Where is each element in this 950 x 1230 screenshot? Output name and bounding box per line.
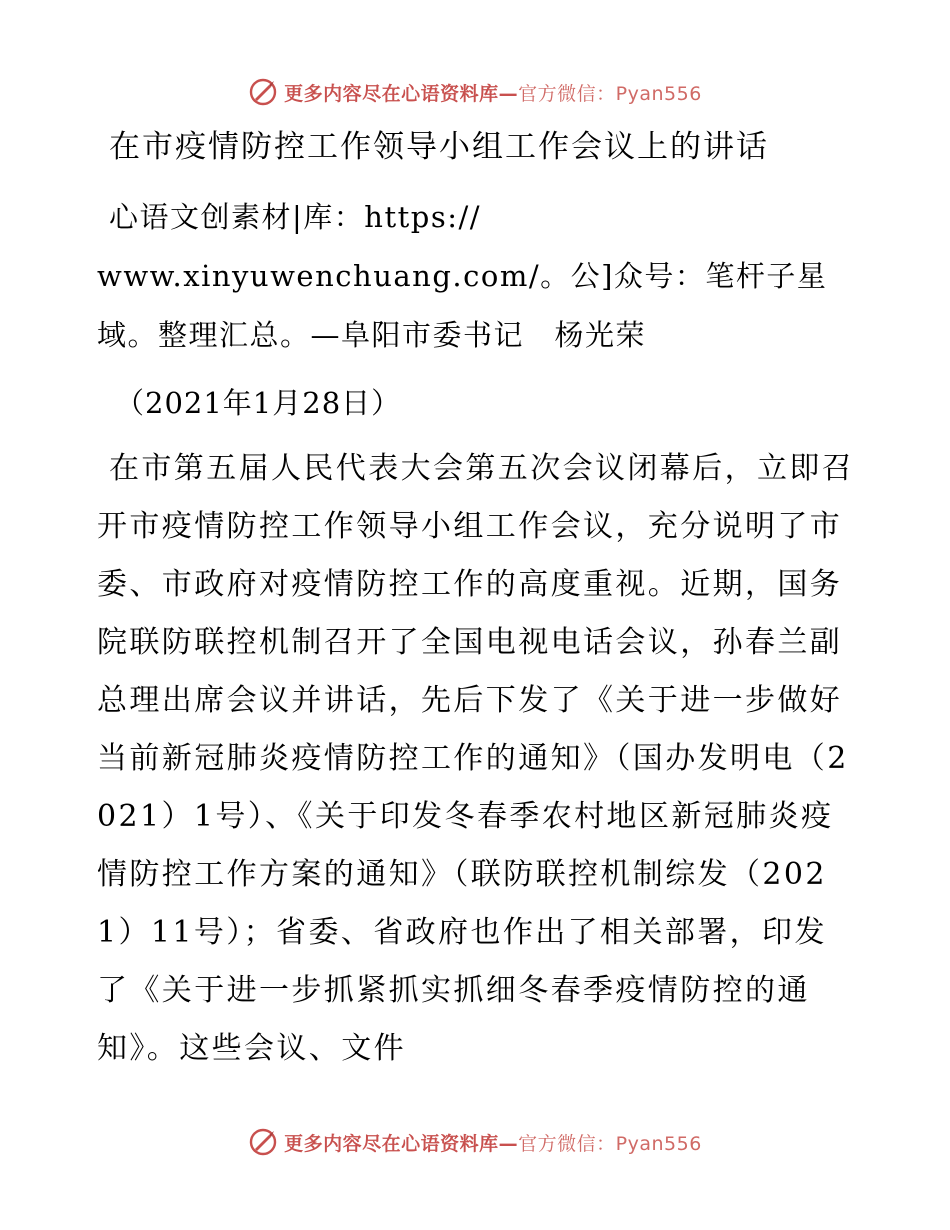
- source-note-rest: www.xinyuwenchuang.com/。公]众号：笔杆子星域。整理汇总。—阜阳市委书记 杨光荣: [97, 259, 828, 352]
- source-note: [97, 188, 857, 365]
- speech-date: （2021年1月28日）: [115, 386, 402, 420]
- source-note-lead: 心语文创素材|库：https://: [109, 200, 482, 234]
- footer-watermark-banner: [0, 1122, 950, 1162]
- header-watermark-banner: [0, 72, 950, 112]
- body-paragraph: 在市第五届人民代表大会第五次会议闭幕后，立即召开市疫情防控工作领导小组工作会议，充分说明了市委、市政府对疫情防控工作的高度重视。近期，国务院联防联控机制召开了全国电视电话会议，孙春兰副总理出席会议并讲话，先后下发了《关于进一步做好当前新冠肺炎疫情防控工作的通知》（国办发明电（2021）1号）、《关于印发冬春季农村地区新冠肺炎疫情防控工作方案的通知》（联防联控机制综发（2021）11号）；省委、省政府也作出了相关部署，印发了《关于进一步抓紧抓实抓细冬春季疫情防控的通知》。这些会议、文件: [97, 451, 855, 1066]
- quill-pen-logo-icon: [248, 77, 278, 107]
- quill-pen-logo-icon: [248, 1127, 278, 1157]
- document-title: 在市疫情防控工作领导小组工作会议上的讲话: [109, 129, 769, 165]
- document-body: [97, 124, 857, 1078]
- footer-watermark-text: 更多内容尽在心语资料库—官方微信：Pyan556: [284, 1132, 702, 1155]
- header-watermark-text: 更多内容尽在心语资料库—官方微信：Pyan556: [284, 82, 702, 105]
